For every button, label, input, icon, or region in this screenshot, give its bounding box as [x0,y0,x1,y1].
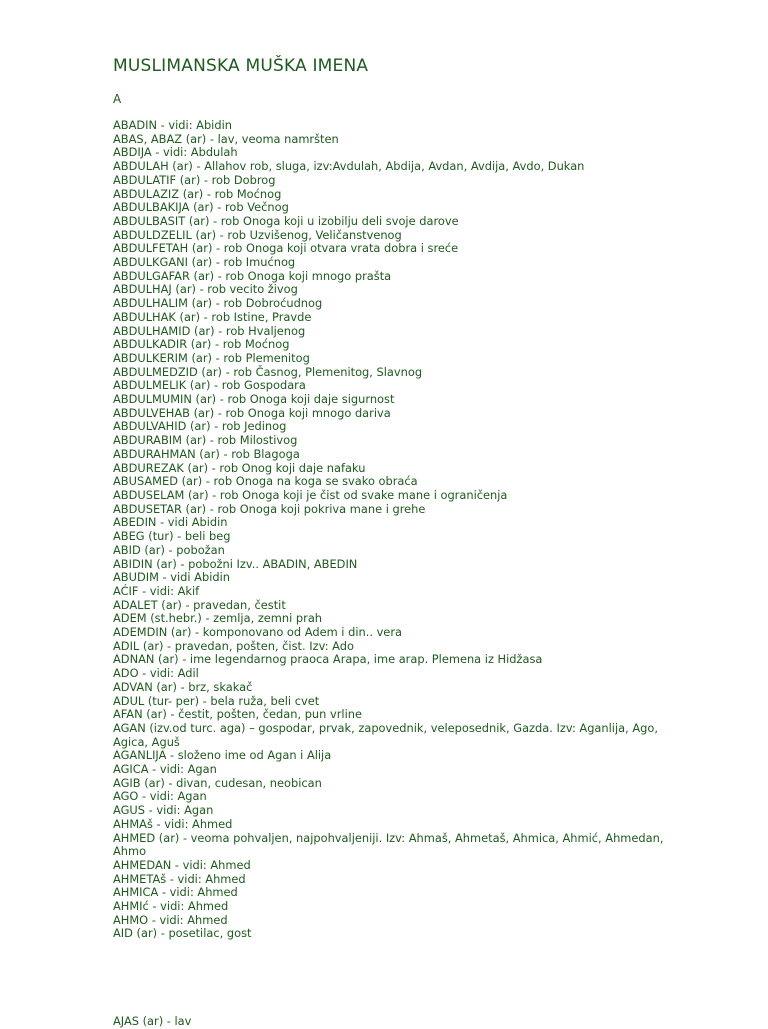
name-entry: ADEM (st.hebr.) - zemlja, zemni prah [113,611,323,626]
name-entry: ADUL (tur- per) - bela ruža, beli cvet [113,693,320,708]
name-entry: ADALET (ar) - pravedan, čestit [113,597,286,612]
name-entry: ABDURABIM (ar) - rob Milostivog [113,433,298,448]
name-entry: ABDIJA - vidi: Abdulah [113,145,238,160]
name-entry: ADVAN (ar) - brz, skakač [113,679,253,694]
name-entry: ABDULKERIM (ar) - rob Plemenitog [113,350,310,365]
name-entry: AHMO - vidi: Ahmed [113,912,228,927]
name-entry: AHMEDAN - vidi: Ahmed [113,857,251,872]
name-entry: ABDULBAKIJA (ar) - rob Večnog [113,200,289,215]
name-entry: ABDULDZELIL (ar) - rob Uzvišenog, Veličanstvenog [113,227,402,242]
name-entry: AHMAš - vidi: Ahmed [113,816,233,831]
name-entry: ABDULHAJ (ar) - rob vecito živog [113,282,298,297]
name-entry: AID (ar) - posetilac, gost [113,926,252,941]
name-entry: ADO - vidi: Adil [113,666,199,681]
name-entry: ABDULFETAH (ar) - rob Onoga koji otvara vrata dobra i sreće [113,241,459,256]
name-entry: ABDULMELIK (ar) - rob Gospodara [113,378,306,393]
name-entry: ABIDIN (ar) - pobožni Izv.. ABADIN, ABEDIN [113,556,358,571]
name-entry: ABDULVEHAB (ar) - rob Onoga koji mnogo dariva [113,405,391,420]
name-entry: ADEMDIN (ar) - komponovano od Adem i din.. vera [113,625,402,640]
name-entry: ABID (ar) - pobožan [113,542,225,557]
name-entry: ABDUREZAK (ar) - rob Onog koji daje nafaku [113,460,366,475]
name-list [113,119,673,941]
name-entry: ABDURAHMAN (ar) - rob Blagoga [113,446,300,461]
page-title: MUSLIMANSKA MUŠKA IMENA [113,56,369,76]
name-entry: ABDULVAHID (ar) - rob Jedinog [113,419,287,434]
name-entry: ABAS, ABAZ (ar) - lav, veoma namršten [113,131,339,146]
name-entry: ABDULBASIT (ar) - rob Onoga koji u izobilju deli svoje darove [113,213,459,228]
name-entry: ABDUSELAM (ar) - rob Onoga koji je čist od svake mane i ograničenja [113,487,508,502]
name-entry: ABDULHALIM (ar) - rob Dobroćudnog [113,296,323,311]
letter-heading: A [113,92,122,106]
name-entry: ABDULKGANI (ar) - rob Imućnog [113,255,296,270]
name-entry: ABEG (tur) - beli beg [113,529,231,544]
name-entry: AGANLIJA - složeno ime od Agan i Alija [113,748,332,763]
name-entry: ABEDIN - vidi Abidin [113,515,228,530]
name-entry: ABDULAZIZ (ar) - rob Moćnog [113,186,282,201]
name-entry: AJAS (ar) - lav [113,1014,192,1028]
name-entry: ABDULGAFAR (ar) - rob Onoga koji mnogo prašta [113,268,392,283]
name-entry: ABDULMUMIN (ar) - rob Onoga koji daje sigurnost [113,392,395,407]
name-entry: ABDULAH (ar) - Allahov rob, sluga, izv:Avdulah, Abdija, Avdan, Avdija, Avdo, Dukan [113,159,585,174]
name-entry: ABDUSETAR (ar) - rob Onoga koji pokriva mane i grehe [113,501,426,516]
name-entry: AHMICA - vidi: Ahmed [113,885,238,900]
name-entry: AGAN (izv.od turc. aga) – gospodar, prvak, zapovednik, veleposednik, Gazda. Izv: Aganlija, Ago, Agica, Aguš [113,720,658,749]
name-entry: AFAN (ar) - čestit, pošten, čedan, pun vrline [113,707,362,722]
name-entry: AGUS - vidi: Agan [113,803,214,818]
name-entry: ABDULKADIR (ar) - rob Moćnog [113,337,290,352]
name-entry: AGO - vidi: Agan [113,789,207,804]
name-entry: ABADIN - vidi: Abidin [113,118,232,132]
name-entry: ABDULHAMID (ar) - rob Hvaljenog [113,323,306,338]
name-list-continued [113,1015,191,1029]
name-entry: ABDULHAK (ar) - rob Istine, Pravde [113,309,312,324]
name-entry: AHMETAš - vidi: Ahmed [113,871,246,886]
name-entry: AĆIF - vidi: Akif [113,583,200,598]
name-entry: ADNAN (ar) - ime legendarnog praoca Arapa, ime arap. Plemena iz Hidžasa [113,652,543,667]
name-entry: ABDULMEDZID (ar) - rob Časnog, Plemenitog, Slavnog [113,364,423,379]
name-entry: AHMIć - vidi: Ahmed [113,899,229,914]
name-entry: AGIB (ar) - divan, cudesan, neobican [113,775,322,790]
name-entry: ADIL (ar) - pravedan, pošten, čist. Izv: Ado [113,638,354,653]
name-entry: ABDULATIF (ar) - rob Dobrog [113,172,276,187]
name-entry: ABUDIM - vidi Abidin [113,570,230,585]
name-entry: AGICA - vidi: Agan [113,762,217,777]
name-entry: ABUSAMED (ar) - rob Onoga na koga se svako obraća [113,474,418,489]
name-entry: AHMED (ar) - veoma pohvaljen, najpohvaljeniji. Izv: Ahmaš, Ahmetaš, Ahmica, Ahmić, Ahmedan, Ahmo [113,830,664,859]
